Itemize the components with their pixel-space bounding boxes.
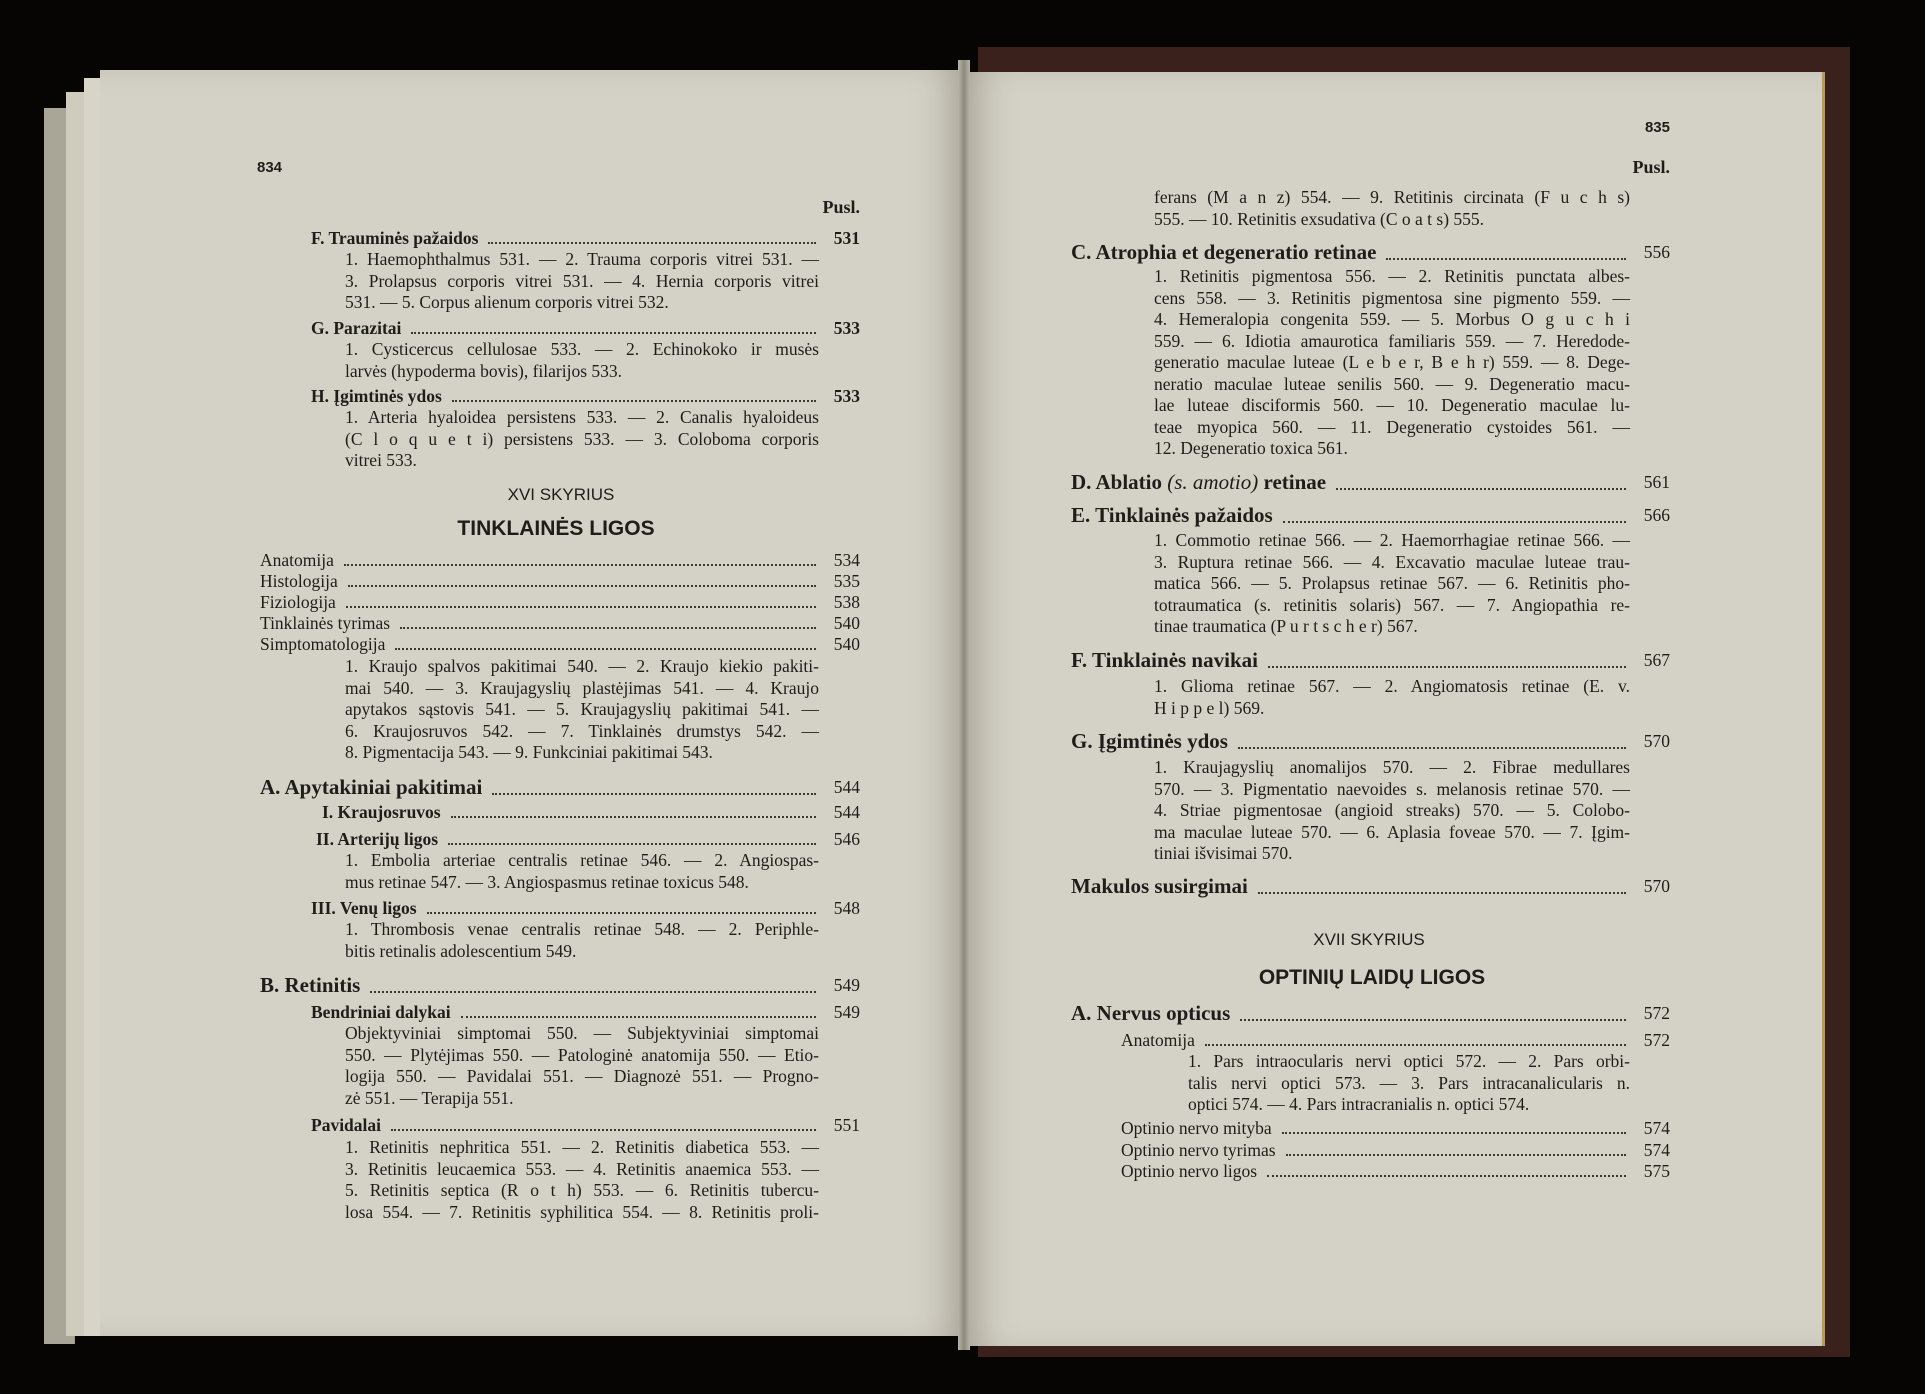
text-line: teae myopica 560. — 11. Degeneratio cystoides 561. —: [1154, 416, 1630, 437]
entry-page: 534: [833, 550, 860, 570]
leader-dots: [1386, 258, 1626, 260]
text-line: vitrei 533.: [345, 450, 417, 470]
text-line: 5. Retinitis septica (R o t h) 553. — 6. Retinitis tubercu-: [345, 1180, 819, 1200]
toc-entry: [311, 227, 860, 249]
text-line: bitis retinalis adolescentium 549.: [345, 940, 577, 961]
text-line: totraumatica (s. retinitis solaris) 567. — 7. Angiopathia re-: [1154, 594, 1630, 615]
toc-section: [1071, 873, 1670, 899]
text-line: 3. Retinitis leucaemica 553. — 4. Retinitis anaemica 553. —: [345, 1158, 819, 1179]
text-line: 12. Degeneratio toxica 561.: [1154, 438, 1348, 458]
toc-entry: [311, 385, 860, 407]
text-line: losa 554. — 7. Retinitis syphilitica 554. — 8. Retinitis proli-: [345, 1201, 819, 1222]
entry-title: [1071, 469, 1326, 495]
leader-dots: [451, 816, 816, 818]
entry-page: 570: [1643, 731, 1670, 751]
toc-entry: [311, 1114, 860, 1136]
entry-page: 548: [833, 898, 860, 918]
text-line: 1. Kraujagyslių anomalijos 570. — 2. Fibrae medullares: [1154, 757, 1630, 777]
text-line: 1. Embolia arteriae centralis retinae 546. — 2. Angiospas-: [345, 850, 819, 870]
text-line: optici 574. — 4. Pars intracranialis n. optici 574.: [1188, 1094, 1530, 1114]
leader-dots: [1268, 666, 1626, 668]
entry-page: 575: [1643, 1161, 1670, 1181]
toc-section: [1071, 502, 1670, 528]
chapter-label: XVI SKYRIUS: [507, 485, 615, 504]
book-gutter: [958, 60, 970, 1350]
title-part: retinae: [1263, 470, 1327, 494]
toc-section: [1071, 647, 1670, 673]
text-line: Objektyviniai simptomai 550. — Subjektyviniai simptomai: [345, 1023, 819, 1043]
entry-body: [345, 1137, 819, 1223]
entry-page: 551: [833, 1115, 860, 1135]
entry-page: 549: [833, 975, 860, 995]
text-line: 570. — 3. Pigmentatio naevoides s. melanosis retinae 570. —: [1154, 778, 1630, 799]
entry-page: 540: [833, 634, 860, 654]
entry-title: Makulos susirgimai: [1071, 874, 1248, 898]
entry-page: 567: [1643, 650, 1670, 670]
text-line: 1. Glioma retinae 567. — 2. Angiomatosis retinae (E. v.: [1154, 676, 1630, 696]
toc-section: [1071, 469, 1670, 495]
text-line: 1. Commotio retinae 566. — 2. Haemorrhagiae retinae 566. —: [1154, 530, 1630, 550]
entry-page: 561: [1643, 472, 1670, 492]
entry-title: G. Įgimtinės ydos: [1071, 729, 1228, 753]
text-line: cens 558. — 3. Retinitis pigmentosa sine pigmento 559. —: [1154, 287, 1630, 308]
text-line: 3. Prolapsus corporis vitrei 531. — 4. Hernia corporis vitrei: [345, 270, 819, 291]
entry-body: [1154, 676, 1630, 719]
leader-dots: [395, 648, 816, 650]
leader-dots: [1258, 892, 1626, 894]
text-line: 1. Arteria hyaloidea persistens 533. — 2. Canalis hyaloideus: [345, 407, 819, 427]
toc-section: [1071, 239, 1670, 265]
entry-page: 574: [1643, 1140, 1670, 1160]
toc-section: [260, 774, 860, 800]
page-number: 835: [1644, 119, 1670, 136]
entry-page: 556: [1643, 242, 1670, 262]
entry-body: [345, 249, 819, 314]
chapter-title: TINKLAINĖS LIGOS: [457, 517, 655, 540]
title-italic-part: (s. amotio): [1167, 470, 1259, 494]
text-line: lae luteae disciformis 560. — 10. Degeneratio maculae lu-: [1154, 395, 1630, 415]
text-line: 550. — Plytėjimas 550. — Patologinė anatomija 550. — Etio-: [345, 1044, 819, 1065]
entry-page: 540: [833, 613, 860, 633]
toc-entry: [260, 612, 860, 634]
entry-body: [345, 339, 819, 382]
entry-page: 566: [1643, 505, 1670, 525]
text-line: mus retinae 547. — 3. Angiospasmus retinae toxicus 548.: [345, 871, 749, 892]
entry-page: 549: [833, 1002, 860, 1022]
entry-title: Bendriniai dalykai: [311, 1002, 451, 1022]
page-number: 834: [257, 159, 283, 176]
toc-entry: [311, 1001, 860, 1023]
text-line: 1. Retinitis nephritica 551. — 2. Retinitis diabetica 553. —: [345, 1137, 819, 1157]
toc-entry: [260, 591, 860, 613]
chapter-label: XVII SKYRIUS: [1313, 930, 1425, 949]
text-line: talis nervi optici 573. — 3. Pars intracanalicularis n.: [1188, 1072, 1630, 1093]
leader-dots: [448, 843, 816, 845]
chapter-title: OPTINIŲ LAIDŲ LIGOS: [1258, 966, 1486, 989]
text-line: (C l o q u e t i) persistens 533. — 3. Coloboma corporis: [345, 428, 819, 449]
text-line: ma maculae luteae 570. — 6. Aplasia foveae 570. — 7. Įgim-: [1154, 821, 1630, 842]
entry-page: 533: [833, 318, 860, 338]
text-line: 1. Thrombosis venae centralis retinae 548. — 2. Periphle-: [345, 919, 819, 939]
toc-entry: [311, 897, 860, 919]
leader-dots: [492, 793, 816, 795]
entry-body: [345, 919, 819, 962]
text-line: 559. — 6. Idiotia amaurotica familiaris 559. — 7. Heredode-: [1154, 330, 1630, 351]
text-line: 1. Retinitis pigmentosa 556. — 2. Retinitis punctata albes-: [1154, 266, 1630, 286]
entry-body: [1154, 530, 1630, 638]
entry-page: 544: [833, 802, 860, 822]
entry-title: Optinio nervo ligos: [1121, 1161, 1258, 1181]
entry-title: A. Nervus opticus: [1071, 1001, 1231, 1025]
entry-page: 546: [833, 829, 860, 849]
text-line: 8. Pigmentacija 543. — 9. Funkciniai pakitimai 543.: [345, 742, 713, 762]
leader-dots: [1282, 1132, 1626, 1134]
toc-section: [1071, 728, 1670, 754]
text-line: 555. — 10. Retinitis exsudativa (C o a t s) 555.: [1154, 208, 1485, 229]
text-line: tiniai išvisimai 570.: [1154, 843, 1293, 863]
leader-dots: [1238, 747, 1626, 749]
leader-dots: [452, 400, 816, 402]
entry-body: [1154, 266, 1630, 460]
entry-body: [1188, 1051, 1630, 1116]
text-line: matica 566. — 5. Prolapsus retinae 567. — 6. Retinitis pho-: [1154, 573, 1630, 593]
leader-dots: [1336, 488, 1626, 490]
pages-column-label: Pusl.: [1632, 157, 1670, 177]
entry-body-continued: [1154, 187, 1630, 230]
entry-body: [1154, 757, 1630, 865]
entry-page: 531: [833, 228, 860, 248]
entry-title: A. Apytakiniai pakitimai: [260, 775, 483, 799]
leader-dots: [1205, 1044, 1626, 1046]
entry-title: E. Tinklainės pažaidos: [1071, 503, 1273, 527]
text-line: logija 550. — Pavidalai 551. — Diagnozė 551. — Progno-: [345, 1066, 819, 1086]
text-line: apytakos sąstovis 541. — 5. Kraujagyslių pakitimai 541. —: [345, 699, 819, 719]
title-part: D. Ablatio: [1071, 470, 1163, 494]
entry-page: 538: [833, 592, 860, 612]
entry-page: 572: [1643, 1030, 1670, 1050]
leader-dots: [461, 1016, 816, 1018]
text-line: 1. Cysticercus cellulosae 533. — 2. Echinokoko ir musės: [345, 339, 819, 359]
entry-title: II. Arterijų ligos: [316, 829, 439, 849]
entry-page: 570: [1643, 876, 1670, 896]
text-line: 1. Kraujo spalvos pakitimai 540. — 2. Kraujo kiekio pakiti-: [345, 656, 819, 676]
entry-title: F. Trauminės pažaidos: [311, 228, 479, 248]
leader-dots: [488, 242, 816, 244]
entry-title: G. Parazitai: [311, 318, 402, 338]
leader-dots: [1267, 1175, 1626, 1177]
entry-title: III. Venų ligos: [311, 898, 417, 918]
text-line: larvės (hypoderma bovis), filarijos 533.: [345, 360, 623, 381]
leader-dots: [348, 585, 816, 587]
text-line: zė 551. — Terapija 551.: [345, 1087, 514, 1108]
leader-dots: [427, 912, 816, 914]
entry-title: Anatomija: [260, 550, 334, 570]
entry-page: 574: [1643, 1118, 1670, 1138]
leader-dots: [1240, 1019, 1626, 1021]
entry-title: Optinio nervo mityba: [1121, 1118, 1272, 1138]
entry-title: F. Tinklainės navikai: [1071, 648, 1258, 672]
entry-title: I. Kraujosruvos: [322, 802, 441, 822]
toc-section: [260, 972, 860, 998]
entry-page: 572: [1643, 1003, 1670, 1023]
toc-entry: [322, 801, 860, 823]
entry-body: [345, 850, 819, 893]
toc-entry: [260, 570, 860, 592]
text-line: mai 540. — 3. Kraujagyslių plastėjimas 541. — 4. Kraujo: [345, 677, 819, 698]
toc-entry: [1121, 1117, 1670, 1139]
text-line: 6. Kraujosruvos 542. — 7. Tinklainės drumstys 542. —: [345, 720, 819, 741]
toc-entry: [316, 828, 860, 850]
text-line: H i p p e l) 569.: [1154, 697, 1265, 718]
entry-title: C. Atrophia et degeneratio retinae: [1071, 240, 1377, 264]
entry-body: [345, 407, 819, 472]
text-line: tinae traumatica (P u r t s c h e r) 567.: [1154, 616, 1418, 636]
entry-title: Optinio nervo tyrimas: [1121, 1140, 1276, 1160]
entry-title: Pavidalai: [311, 1115, 382, 1135]
toc-entry: [1121, 1139, 1670, 1161]
leader-dots: [411, 332, 816, 334]
leader-dots: [346, 606, 816, 608]
entry-title: Anatomija: [1121, 1030, 1195, 1050]
text-line: neratio maculae luteae senilis 560. — 9. Degeneratio macu-: [1154, 373, 1630, 394]
toc-entry: [1121, 1160, 1670, 1182]
entry-page: 533: [833, 386, 860, 406]
entry-page: 535: [833, 571, 860, 591]
text-line: generatio maculae luteae (L e b e r, B e h r) 559. — 8. Dege-: [1154, 352, 1630, 372]
entry-page: 544: [833, 777, 860, 797]
toc-entry: [260, 549, 860, 571]
leader-dots: [400, 627, 816, 629]
text-line: ferans (M a n z) 554. — 9. Retitinis circinata (F u c h s): [1154, 187, 1630, 207]
toc-entry: [311, 317, 860, 339]
toc-section: [1071, 1000, 1670, 1026]
text-line: 1. Pars intraocularis nervi optici 572. — 2. Pars orbi-: [1188, 1051, 1630, 1071]
entry-title: B. Retinitis: [260, 973, 361, 997]
text-line: 4. Striae pigmentosae (angioid streaks) 570. — 5. Colobo-: [1154, 800, 1630, 820]
entry-body: [345, 1023, 819, 1109]
leader-dots: [344, 564, 816, 566]
entry-title: Tinklainės tyrimas: [260, 613, 391, 633]
entry-title: Histologija: [260, 571, 338, 591]
pages-column-label: Pusl.: [822, 197, 860, 217]
text-line: 3. Ruptura retinae 566. — 4. Excavatio maculae luteae trau-: [1154, 551, 1630, 572]
text-line: 531. — 5. Corpus alienum corporis vitrei 532.: [345, 292, 669, 312]
text-line: 4. Hemeralopia congenita 559. — 5. Morbus O g u c h i: [1154, 309, 1630, 329]
entry-title: H. Įgimtinės ydos: [311, 386, 442, 406]
entry-title: Simptomatologija: [260, 634, 386, 654]
leader-dots: [370, 991, 816, 993]
leader-dots: [1283, 521, 1626, 523]
toc-entry: [260, 633, 860, 655]
leader-dots: [1286, 1154, 1626, 1156]
toc-entry: [1121, 1029, 1670, 1051]
entry-body: [345, 656, 819, 764]
text-line: 1. Haemophthalmus 531. — 2. Trauma corporis vitrei 531. —: [345, 249, 819, 269]
entry-title: Fiziologija: [260, 592, 336, 612]
leader-dots: [391, 1129, 816, 1131]
